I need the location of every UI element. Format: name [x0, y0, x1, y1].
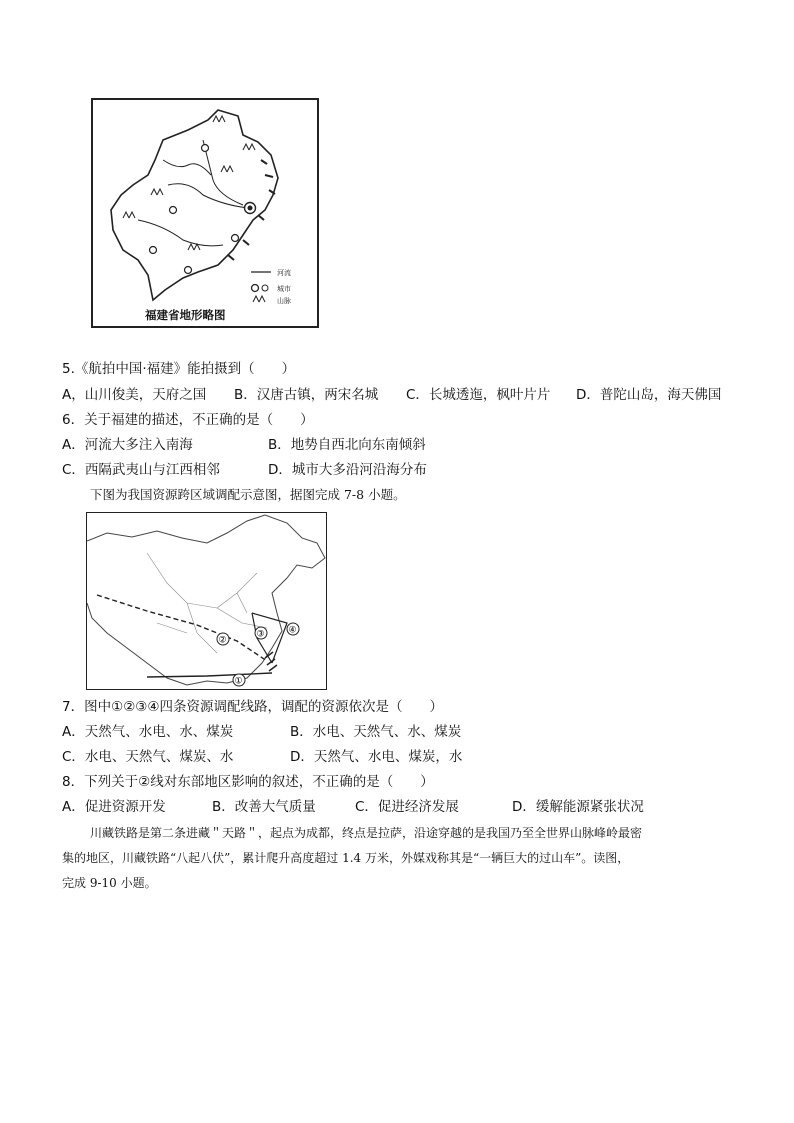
q5-option-a[interactable]: A，山川俊美，天府之国 — [62, 387, 207, 403]
city-marker — [170, 207, 177, 214]
q7-option-a[interactable]: A．天然气、水电、水、煤炭 — [62, 724, 234, 740]
q8-option-c[interactable]: C．促进经济发展 — [355, 799, 459, 815]
q5-option-c[interactable]: C．长城透迤，枫叶片片 — [406, 387, 551, 403]
q6-option-c[interactable]: C．西隔武夷山与江西相邻 — [62, 462, 220, 478]
intro-9-10-line1: 川藏铁路是第二条进藏＂天路＂，起点为成都，终点是拉萨，沿途穿越的是我国乃至全世界山脉峰岭最密 — [90, 826, 643, 840]
river-4 — [163, 160, 211, 175]
route-3-label: ③ — [256, 629, 265, 640]
intro-9-10-line2: 集的地区，川藏铁路“八起八伏”，累计爬升高度超过 1.4 万米，外媒戏称其是“一辆巨大的过山车”。读图， — [62, 851, 630, 865]
legend-mountain-symbol — [253, 296, 265, 302]
q5-option-b[interactable]: B．汉唐古镇，两宋名城 — [234, 387, 379, 403]
q5-stem: 5.《航拍中国·福建》能拍摄到（ ） — [62, 361, 296, 377]
q8-option-a[interactable]: A．促进资源开发 — [62, 799, 166, 815]
q8-option-d[interactable]: D．缓解能源紧张状况 — [512, 799, 644, 815]
legend-mountain-label: 山脉 — [277, 297, 291, 304]
route-2-line — [97, 595, 267, 661]
q6-option-d[interactable]: D．城市大多沿河沿海分布 — [268, 462, 427, 478]
q7-stem: 7．图中①②③④四条资源调配线路，调配的资源依次是（ ） — [62, 699, 443, 715]
legend-river-label: 河流 — [277, 269, 291, 277]
route-2-label: ② — [218, 635, 227, 646]
route-1-label: ① — [234, 676, 243, 687]
q7-option-d[interactable]: D．天然气、水电、煤炭，水 — [290, 749, 463, 765]
route-1-line — [147, 673, 272, 677]
city-marker — [150, 247, 157, 254]
legend-city-symbol — [252, 285, 259, 292]
intro-9-10-line3: 完成 9-10 小题。 — [62, 876, 157, 890]
mountain-mark — [151, 189, 163, 195]
q6-option-b[interactable]: B．地势自西北向东南倾斜 — [268, 437, 426, 453]
intro-7-8: 下图为我国资源跨区域调配示意图，据图完成 7-8 小题。 — [90, 487, 406, 502]
river-1 — [168, 184, 248, 208]
fujian-map-drawing — [93, 100, 317, 304]
mountain-symbols — [123, 116, 255, 250]
city-marker — [202, 145, 209, 152]
legend-city-label: 城市 — [277, 285, 291, 293]
river-2 — [138, 220, 223, 246]
q5-option-d[interactable]: D．普陀山岛，海天佛国 — [576, 387, 722, 403]
fujian-terrain-map — [91, 98, 319, 328]
q8-stem: 8．下列关于②线对东部地区影响的叙述，不正确的是（ ） — [62, 774, 434, 790]
q6-stem: 6．关于福建的描述，不正确的是（ ） — [62, 412, 314, 428]
capital-city-center — [248, 206, 253, 211]
province-lines — [147, 553, 267, 653]
resource-transfer-map — [86, 512, 327, 690]
mountain-mark — [123, 212, 135, 218]
q7-option-b[interactable]: B．水电、天然气、水、煤炭 — [290, 724, 462, 740]
q8-option-b[interactable]: B．改善大气质量 — [212, 799, 316, 815]
china-outline — [87, 515, 325, 685]
mountain-mark — [221, 166, 233, 172]
city-marker — [185, 267, 192, 274]
q6-option-a[interactable]: A．河流大多注入南海 — [62, 437, 193, 453]
resource-map-drawing — [87, 513, 326, 689]
mountain-mark — [213, 116, 225, 122]
route-4-label: ④ — [288, 625, 297, 636]
q7-option-c[interactable]: C．水电、天然气、煤炭、水 — [62, 749, 234, 765]
city-marker — [232, 235, 239, 242]
legend-city-symbol-2 — [262, 285, 268, 291]
mountain-mark — [243, 144, 255, 150]
fujian-map-caption: 福建省地形略图 — [145, 308, 226, 322]
